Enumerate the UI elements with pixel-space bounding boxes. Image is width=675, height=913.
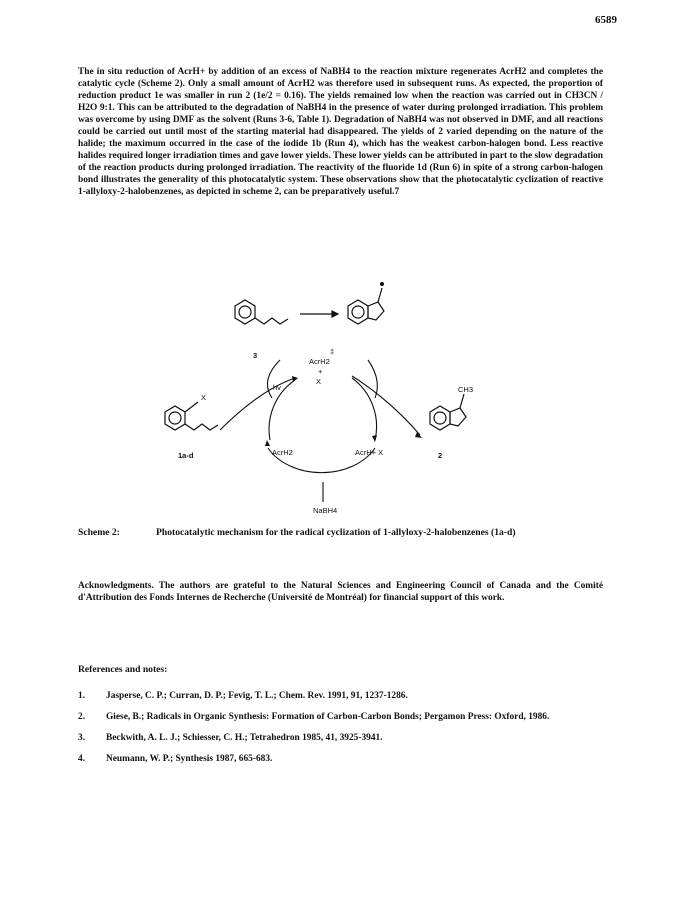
body-paragraph — [78, 66, 603, 198]
label-x-substituent: X — [201, 393, 207, 402]
reactant-1ad-structure — [165, 402, 218, 430]
reference-number: 4. — [78, 754, 86, 764]
reference-number: 1. — [78, 691, 86, 701]
scheme-caption — [78, 527, 603, 538]
product-2-structure — [430, 394, 466, 430]
top-reactant-structure — [235, 300, 288, 324]
label-acrh2: AcrH2 — [272, 448, 293, 457]
acknowledgments-heading: Acknowledgments. — [78, 581, 154, 591]
reference-number: 3. — [78, 733, 86, 743]
label-x-minus: X — [316, 377, 322, 386]
label-hv: hv — [273, 383, 281, 392]
references-heading: References and notes: — [78, 664, 168, 675]
reference-text: Beckwith, A. L. J.; Schiesser, C. H.; Tetrahedron 1985, 41, 3925-3941. — [106, 733, 383, 743]
scheme-svg — [120, 270, 540, 520]
reference-item — [78, 753, 603, 765]
caption-label: Scheme 2: — [78, 527, 120, 538]
top-product-structure — [348, 283, 384, 324]
reference-item — [78, 690, 603, 702]
page-number: 6589 — [595, 14, 617, 26]
scheme-2-diagram — [120, 270, 540, 520]
label-plus: + — [318, 367, 323, 376]
references-list — [78, 690, 603, 774]
acknowledgments-text: The authors are grateful to the Natural Sciences and Engineering Council of Canada and the Comité d'Attribution des Fonds Internes de Recherche (Université de Montréal) for financial support of this work. — [78, 581, 603, 603]
reference-text: Jasperse, C. P.; Curran, D. P.; Fevig, T. L.; Chem. Rev. 1991, 91, 1237-1286. — [106, 691, 408, 701]
label-ch3: CH3 — [458, 385, 474, 394]
acknowledgments-section — [78, 580, 603, 604]
label-radical-dagger: ‡ — [330, 347, 335, 356]
reference-number: 2. — [78, 712, 86, 722]
label-compound-3: 3 — [253, 351, 258, 360]
top-reaction-arrow — [300, 311, 338, 317]
label-1a-d: 1a-d — [178, 451, 194, 460]
reference-item — [78, 732, 603, 744]
label-acrh-plus-x: AcrH+ X — [355, 448, 384, 457]
label-acrh2-radical-cation: AcrH2 — [309, 357, 330, 366]
reference-item — [78, 711, 603, 723]
label-compound-2: 2 — [438, 451, 443, 460]
reference-text: Neumann, W. P.; Synthesis 1987, 665-683. — [106, 754, 273, 764]
arrow-heads — [265, 376, 422, 446]
paragraph-text: The in situ reduction of AcrH+ by addition of an excess of NaBH4 to the reaction mixture regenerates AcrH2 and completes the catalytic cycle (Scheme 2). Only a small amount of AcrH2 was therefore used in subsequent runs. As expected, the proportion of reduction product 1e was smaller in run 2 (1e/2 = 0.16). The yields remained low when the reaction was carried out in CH3CN / H2O 9:1. This can be attributed to the degradation of NaBH4 in the presence of water during prolonged irradiation. This problem was overcome by using DMF as the solvent (Runs 3-6, Table 1). Degradation of NaBH4 was not observed in DMF, and all reactions could be carried out until most of the starting material had disappeared. The yields of 2 varied depending on the nature of the halide; the maximum occurred in the case of the iodide 1b (Run 4), which has the weakest carbon-halogen bond. Less reactive halides required longer irradiation times and gave lower yields. These lower yields can be attributed in part to the slow degradation of the reaction products during prolonged irradiation. The reactivity of the fluoride 1d (Run 6) in spite of a strong carbon-halogen bond illustrates the generality of this photocatalytic system. These observations show that the photocatalytic cyclization of reactive 1-allyloxy-2-halobenzenes, as depicted in scheme 2, can be preparatively useful.7 — [78, 67, 603, 197]
reference-text: Giese, B.; Radicals in Organic Synthesis: Formation of Carbon-Carbon Bonds; Pergamon Press: Oxford, 1986. — [106, 712, 550, 722]
caption-text: Photocatalytic mechanism for the radical cyclization of 1-allyloxy-2-halobenzenes (1a-d) — [156, 527, 516, 538]
label-nabh4: NaBH4 — [313, 506, 338, 515]
